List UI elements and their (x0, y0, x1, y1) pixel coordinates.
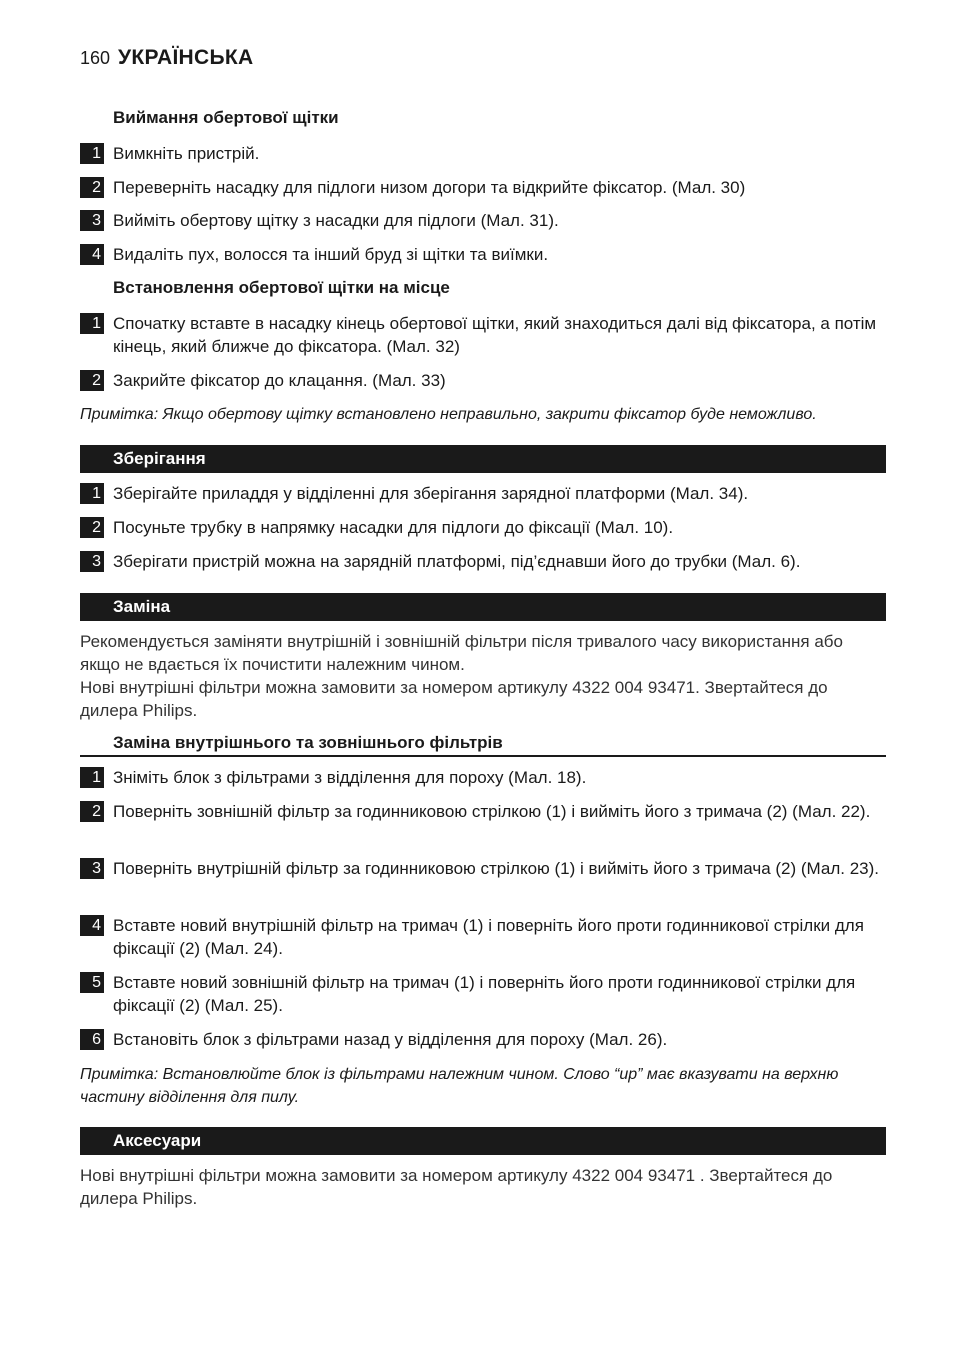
step-text: Поверніть внутрішній фільтр за годинниковою стрілкою (1) і вийміть його з тримача (2) (Мал. 23). (113, 859, 879, 878)
brush-removal-step-1 (80, 142, 886, 165)
step-text: Спочатку вставте в насадку кінець обертової щітки, який знаходиться далі від фіксатора, а потім кінець, який ближче до фіксатора. (Мал. 32) (113, 314, 877, 356)
step-text: Вставте новий внутрішній фільтр на тримач (1) і поверніть його проти годинникової стрілки для фіксації (2) (Мал. 24). (113, 916, 864, 958)
filter-step-1 (80, 766, 886, 789)
step-number: 3 (80, 210, 104, 231)
step-text: Зніміть блок з фільтрами з відділення для пороху (Мал. 18). (113, 768, 587, 787)
page-number: 160 (80, 48, 111, 68)
replacement-paragraph-1: Рекомендується заміняти внутрішній і зовнішній фільтри після тривалого часу використання або якщо не вдається їх почистити належним чином. (80, 632, 843, 674)
filter-note: Примітка: Встановлюйте блок із фільтрами належним чином. Слово “up” має вказувати на верхню частину відділення для пилу. (80, 1066, 839, 1106)
brush-removal-step-2 (80, 176, 886, 199)
filter-step-2 (80, 800, 886, 823)
step-text: Встановіть блок з фільтрами назад у відділення для пороху (Мал. 26). (113, 1030, 668, 1049)
step-text: Вимкніть пристрій. (113, 144, 260, 163)
language-title: УКРАЇНСЬКА (118, 46, 254, 69)
step-number: 4 (80, 244, 104, 265)
filter-step-6 (80, 1028, 886, 1051)
accessories-paragraph: Нові внутрішні фільтри можна замовити за номером артикулу 4322 004 93471 . Звертайтеся до дилера Philips. (80, 1166, 833, 1208)
step-number: 1 (80, 767, 104, 788)
filter-replacement-heading: Заміна внутрішнього та зовнішнього фільтрів (80, 733, 886, 757)
replacement-text (80, 630, 886, 722)
step-number: 2 (80, 370, 104, 391)
brush-removal-step-3 (80, 209, 886, 232)
step-number: 3 (80, 551, 104, 572)
replacement-paragraph-2: Нові внутрішні фільтри можна замовити за номером артикулу 4322 004 93471. Звертайтеся до дилера Philips. (80, 678, 828, 720)
brush-removal-step-4 (80, 243, 886, 266)
step-text: Вставте новий зовнішній фільтр на тримач (1) і поверніть його проти годинникової стрілки для фіксації (2) (Мал. 25). (113, 973, 856, 1015)
step-number: 1 (80, 143, 104, 164)
step-text: Вийміть обертову щітку з насадки для підлоги (Мал. 31). (113, 211, 559, 230)
step-number: 1 (80, 483, 104, 504)
step-number: 6 (80, 1029, 104, 1050)
step-number: 2 (80, 177, 104, 198)
brush-install-step-2 (80, 369, 886, 392)
step-text: Зберігайте приладдя у відділенні для зберігання зарядної платформи (Мал. 34). (113, 484, 749, 503)
filter-step-3 (80, 857, 886, 880)
storage-step-3 (80, 550, 886, 573)
step-number: 1 (80, 313, 104, 334)
page-header (80, 46, 253, 74)
accessories-section-bar: Аксесуари (80, 1127, 886, 1155)
step-text: Посуньте трубку в напрямку насадки для підлоги до фіксації (Мал. 10). (113, 518, 674, 537)
step-number: 5 (80, 972, 104, 993)
storage-step-2 (80, 516, 886, 539)
storage-section-bar: Зберігання (80, 445, 886, 473)
storage-step-1 (80, 482, 886, 505)
step-text: Видаліть пух, волосся та інший бруд зі щітки та виїмки. (113, 245, 549, 264)
filter-step-4 (80, 914, 886, 960)
step-number: 4 (80, 915, 104, 936)
step-number: 2 (80, 517, 104, 538)
brush-install-step-1 (80, 312, 886, 358)
step-text: Переверніть насадку для підлоги низом догори та відкрийте фіксатор. (Мал. 30) (113, 178, 746, 197)
step-number: 2 (80, 801, 104, 822)
brush-install-heading: Встановлення обертової щітки на місце (113, 278, 450, 297)
step-text: Зберігати пристрій можна на зарядній платформі, під’єднавши його до трубки (Мал. 6). (113, 552, 801, 571)
filter-step-5 (80, 971, 886, 1017)
brush-install-note: Примітка: Якщо обертову щітку встановлено неправильно, закрити фіксатор буде неможливо. (80, 406, 817, 423)
step-text: Поверніть зовнішній фільтр за годинниковою стрілкою (1) і вийміть його з тримача (2) (Мал. 22). (113, 802, 871, 821)
brush-removal-heading: Виймання обертової щітки (113, 108, 339, 127)
replacement-section-bar: Заміна (80, 593, 886, 621)
step-text: Закрийте фіксатор до клацання. (Мал. 33) (113, 371, 446, 390)
step-number: 3 (80, 858, 104, 879)
